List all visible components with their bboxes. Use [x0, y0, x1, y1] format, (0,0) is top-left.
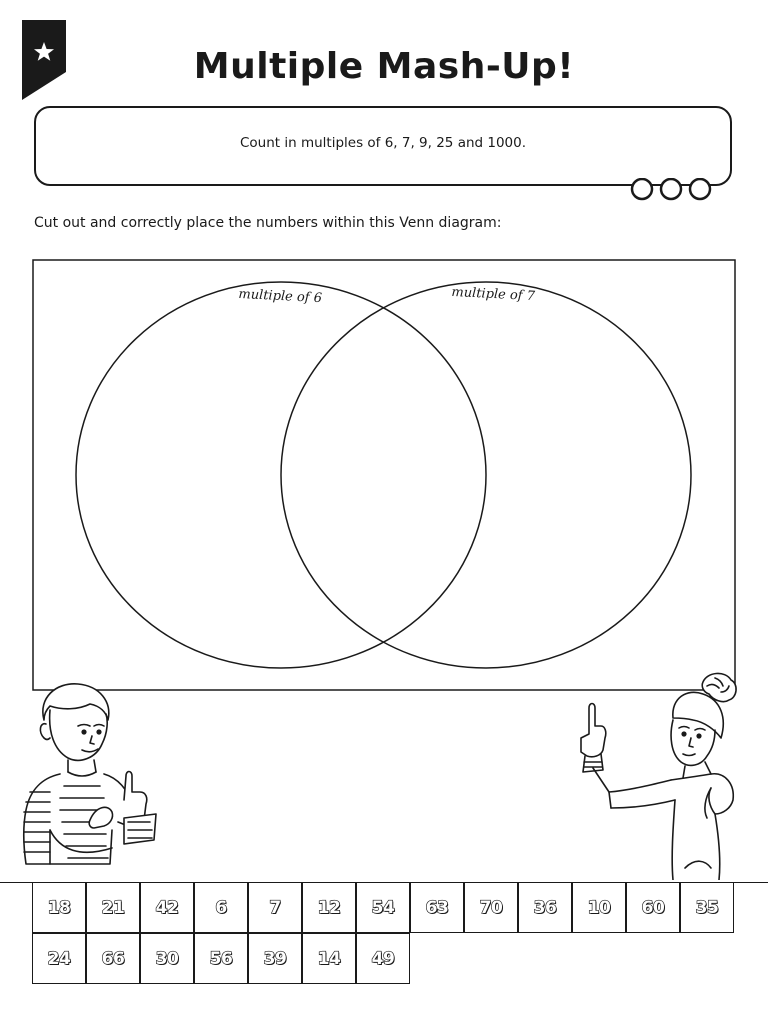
number-card[interactable] [572, 882, 626, 933]
card-number: 54 [371, 897, 395, 918]
card-number: 49 [371, 948, 395, 969]
number-card[interactable] [410, 882, 464, 933]
number-card[interactable] [356, 882, 410, 933]
number-card[interactable] [464, 882, 518, 933]
number-card[interactable] [140, 933, 194, 984]
girl-pointing-illustration [575, 668, 745, 880]
venn-label-right: multiple of 7 [451, 284, 536, 305]
venn-label-left: multiple of 6 [238, 286, 323, 307]
card-number: 36 [533, 897, 557, 918]
number-card[interactable] [680, 882, 734, 933]
number-card[interactable] [356, 933, 410, 984]
card-number: 24 [47, 948, 71, 969]
venn-diagram [32, 259, 736, 691]
card-number: 39 [263, 948, 287, 969]
number-card[interactable] [86, 882, 140, 933]
card-number: 21 [101, 897, 125, 918]
boy-thumbs-up-illustration [20, 680, 160, 880]
number-card[interactable] [194, 882, 248, 933]
task-instruction: Cut out and correctly place the numbers within this Venn diagram: [34, 215, 502, 231]
instruction-box [34, 106, 732, 186]
card-number: 6 [215, 897, 227, 918]
decorative-dots-icon [628, 178, 718, 202]
card-number: 10 [587, 897, 611, 918]
venn-frame [33, 260, 735, 690]
number-card[interactable] [32, 933, 86, 984]
card-number: 18 [47, 897, 71, 918]
card-number: 70 [479, 897, 503, 918]
card-number: 56 [209, 948, 233, 969]
card-number: 7 [269, 897, 281, 918]
card-number: 42 [155, 897, 179, 918]
card-number: 66 [101, 948, 125, 969]
card-number: 12 [317, 897, 341, 918]
number-card[interactable] [248, 933, 302, 984]
page-title: Multiple Mash-Up! [193, 46, 575, 87]
number-card[interactable] [140, 882, 194, 933]
number-card[interactable] [302, 933, 356, 984]
card-number: 14 [317, 948, 341, 969]
number-card[interactable] [302, 882, 356, 933]
card-number: 30 [155, 948, 179, 969]
number-card[interactable] [248, 882, 302, 933]
number-card[interactable] [626, 882, 680, 933]
number-card[interactable] [194, 933, 248, 984]
card-number: 63 [425, 897, 449, 918]
instruction-text: Count in multiples of 6, 7, 9, 25 and 1000. [239, 135, 527, 151]
number-card[interactable] [32, 882, 86, 933]
number-card[interactable] [86, 933, 140, 984]
number-card[interactable] [518, 882, 572, 933]
card-number: 35 [695, 897, 719, 918]
card-number: 60 [641, 897, 665, 918]
